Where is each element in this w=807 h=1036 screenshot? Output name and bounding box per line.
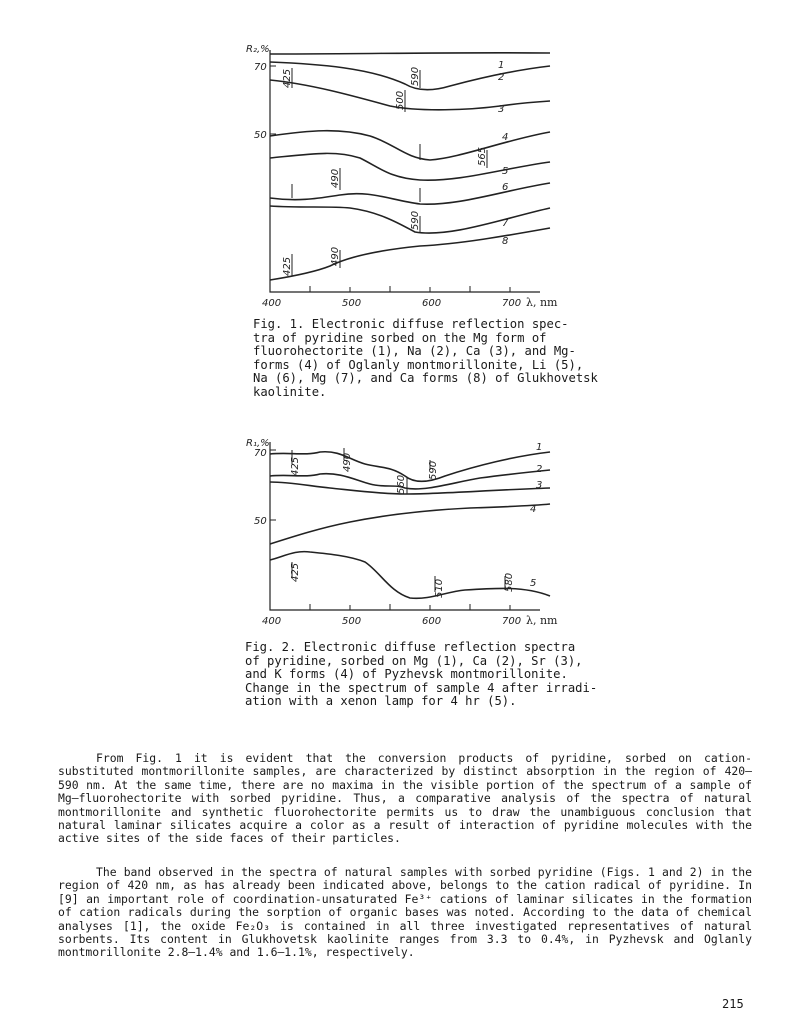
fig1-curve-label: 6 — [502, 182, 509, 193]
fig1-x-tick: 400 — [262, 298, 282, 309]
fig1-band-label: 590 — [410, 210, 421, 230]
figure-1-caption: Fig. 1. Electronic diffuse reflection spec- tra of pyridine sorbed on the Mg form of fluorohectorite (1), Na (2), Ca (3), and Mg- forms (4) of Oglanly montmorillonite, Li (5), Na (6), Mg (7), and Ca forms (8) of Glukhovetsk kaolinite. — [253, 317, 598, 399]
fig1-band-label: 425 — [282, 256, 293, 276]
figure-2 — [240, 432, 570, 632]
fig1-band-label: 590 — [410, 66, 421, 86]
fig2-x-tick: 600 — [422, 616, 442, 627]
fig1-band-label: 500 — [395, 90, 406, 110]
paragraph-text: The band observed in the spectra of natural samples with sorbed pyridine (Figs. 1 and 2) in the region of 420 nm, as has already been indicated above, belongs to the cation radical of pyridine. In [9] an important role of coordination-unsaturated Fe³⁺ cations of laminar silicates in the formation of cation radicals during the sorption of organic bases was noted. According to the data of chemical analyses [1], the oxide Fe₂O₃ is contained in all three investigated representatives of natural sorbents. Its content in Glukhovetsk kaolinite ranges from 3.3 to 0.4%, in Pyzhevsk and Oglanly montmorillonite 2.8–1.4% and 1.6–1.1%, respectively. — [58, 865, 752, 960]
fig2-band-label: 490 — [342, 452, 353, 472]
fig2-band-label: 560 — [396, 474, 407, 494]
fig2-band-label: 580 — [504, 572, 515, 592]
figure-1-plot — [240, 40, 570, 312]
fig1-curve-label: 5 — [502, 166, 509, 177]
fig2-band-label: 425 — [290, 562, 301, 582]
fig1-curve-label: 3 — [498, 104, 505, 115]
fig1-y-label: R₂,% — [246, 44, 270, 55]
fig1-curve-label: 8 — [502, 236, 509, 247]
fig2-curve-1 — [270, 452, 550, 482]
fig1-curve-label: 4 — [502, 132, 509, 143]
fig2-x-unit: λ, nm — [526, 614, 558, 627]
fig1-curve-label: 1 — [498, 60, 505, 71]
fig1-band-label: 490 — [330, 246, 341, 266]
fig2-y-tick: 50 — [254, 516, 267, 527]
fig2-x-tick: 700 — [502, 616, 522, 627]
fig1-band-label: 565 — [477, 146, 488, 166]
fig2-y-label: R₁,% — [246, 438, 270, 449]
fig1-curve-label: 2 — [498, 72, 505, 83]
paragraph-text: From Fig. 1 it is evident that the conversion products of pyridine, sorbed on cation-substituted montmorillonite samples, are characterized by distinct absorption in the region of 420–590 nm. At the same time, there are no maxima in the visible portion of the spectrum of a sample of Mg—fluorohectorite with sorbed pyridine. Thus, a comparative analysis of the spectra of natural montmorillonite and synthetic fluorohectorite permits us to draw the unambiguous conclusion that natural laminar silicates acquire a color as a result of interaction of pyridine molecules with the active sites of the side faces of their particles. — [58, 751, 752, 846]
fig2-y-tick: 70 — [254, 448, 267, 459]
fig2-band-label: 425 — [290, 456, 301, 476]
fig2-curve-label: 5 — [530, 578, 537, 589]
fig1-x-tick: 700 — [502, 298, 522, 309]
body-paragraph-1 — [58, 752, 752, 846]
fig2-curve-label: 2 — [536, 464, 543, 475]
fig2-curve-label: 3 — [536, 480, 543, 491]
fig1-y-tick: 50 — [254, 130, 267, 141]
fig1-y-tick: 70 — [254, 62, 267, 73]
fig1-x-unit: λ, nm — [526, 296, 558, 309]
fig2-x-tick: 400 — [262, 616, 282, 627]
figure-2-plot — [240, 432, 570, 632]
page-number: 215 — [722, 997, 744, 1011]
fig2-curve-label: 1 — [536, 442, 543, 453]
fig1-band-label: 490 — [330, 168, 341, 188]
figure-1 — [240, 40, 570, 312]
body-paragraph-2 — [58, 866, 752, 960]
fig2-band-label: 590 — [428, 460, 439, 480]
fig2-band-label: 510 — [434, 578, 445, 598]
fig1-curve-1 — [270, 53, 550, 54]
figure-2-caption: Fig. 2. Electronic diffuse reflection spectra of pyridine, sorbed on Mg (1), Ca (2), Sr (3), and K forms (4) of Pyzhevsk montmorillonite. Change in the spectrum of sample 4 after irradi- ation with a xenon lamp for 4 hr (5). — [245, 640, 598, 709]
fig1-curve-label: 7 — [502, 218, 509, 229]
fig2-x-tick: 500 — [342, 616, 362, 627]
fig1-x-tick: 600 — [422, 298, 442, 309]
fig2-curve-4 — [270, 504, 550, 544]
fig1-x-tick: 500 — [342, 298, 362, 309]
fig2-curve-label: 4 — [530, 504, 537, 515]
fig1-band-label: 425 — [282, 68, 293, 88]
